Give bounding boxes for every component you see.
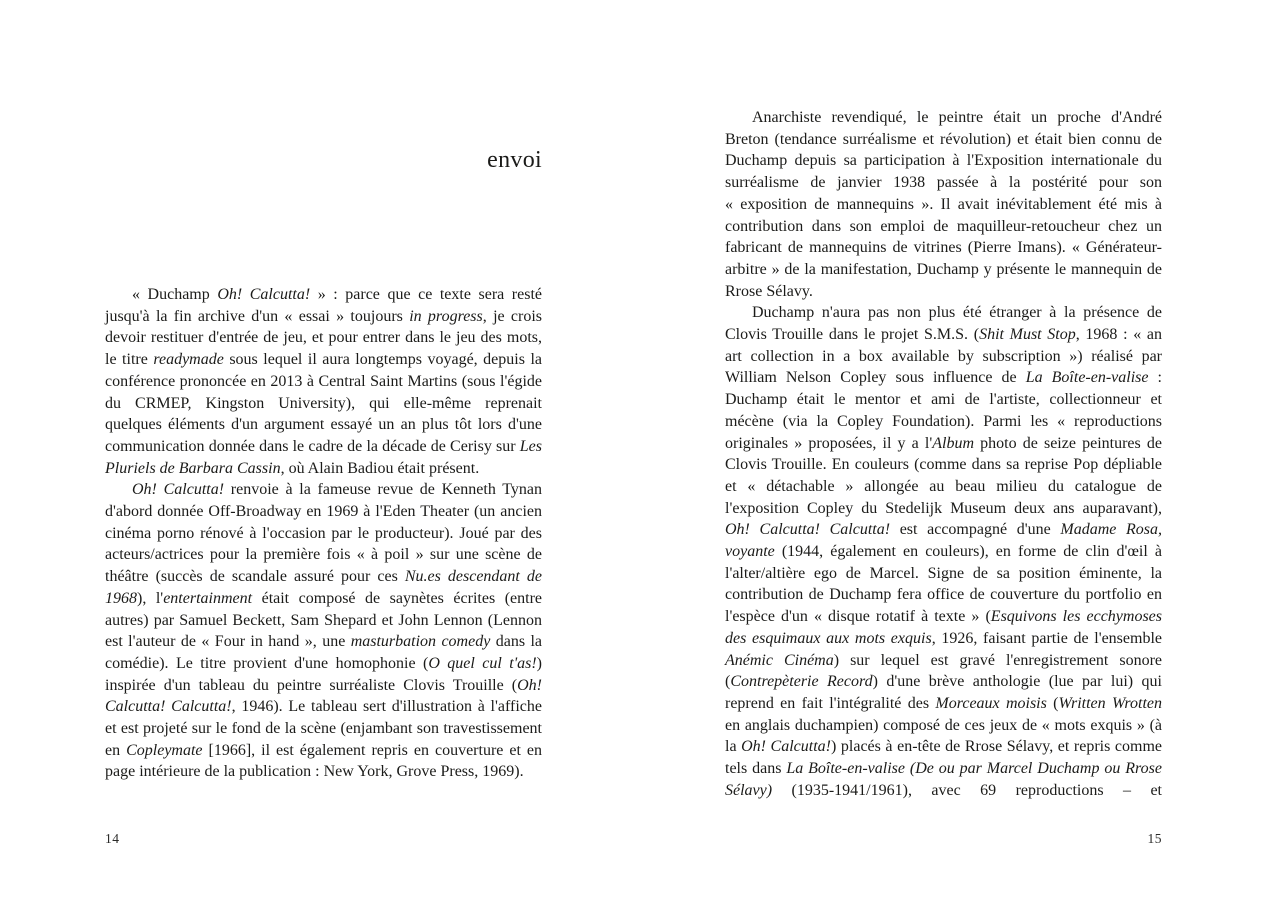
left-paragraph-1: « Duchamp Oh! Calcutta! » : parce que ce texte sera resté jusqu'à la fin archive d'un « essai » toujours in progress, je crois devoir restituer d'entrée de jeu, et pour entrer dans le jeu des mots, le titre readymade sous lequel il aura longtemps voyagé, depuis la conférence prononcée en 2013 à Central Saint Martins (sous l'égide du CRMEP, Kingston University), qui elle-même reprenait quelques éléments d'un argument essayé un an plus tôt lors d'une communication donnée dans le cadre de la décade de Cerisy sur Les Pluriels de Barbara Cassin, où Alain Badiou était présent. <box>105 286 543 477</box>
page-left <box>0 0 632 904</box>
left-text-block <box>105 284 542 783</box>
right-paragraph-1: Anarchiste revendiqué, le peintre était un proche d'André Breton (tendance surréalisme et révolution) et était bien connu de Duchamp depuis sa participation à l'Exposition internationale du surréalisme de janvier 1938 passée à la postérité pour son « exposition de mannequins ». Il avait inévitablement été mis à contribution dans son emploi de maquilleur-retoucheur chez un fabricant de mannequins de vitrines (Pierre Imans). « Générateur-arbitre » de la manifestation, Duchamp y présente le mannequin de Rrose Sélavy. <box>725 109 1162 300</box>
page-right <box>632 0 1265 904</box>
page-number-left: 14 <box>105 831 120 846</box>
right-paragraph-2: Duchamp n'aura pas non plus été étranger à la présence de Clovis Trouille dans le projet S.M.S. (Shit Must Stop, 1968 : « an art collection in a box available by subscription ») réalisé par William Nelson Copley sous influence de La Boîte-en-valise : Duchamp était le mentor et ami de l'artiste, collectionneur et mécène (via la Copley Foundation). Parmi les « reproductions originales » proposées, il y a l'Album photo de seize peintures de Clovis Trouille. En couleurs (comme dans sa reprise Pop dépliable et « détachable » allongée au beau milieu du catalogue de l'exposition Copley du Stedelijk Museum deux ans auparavant), Oh! Calcutta! Calcutta! est accompagné d'une Madame Rosa, voyante (1944, également en couleurs), en forme de clin d'œil à l'alter/altière ego de Marcel. Signe de sa position éminente, la contribution de Duchamp fera office de couverture du portfolio en l'espèce d'un « disque rotatif à texte » (Esquivons les ecchymoses des esquimaux aux mots exquis, 1926, faisant partie de l'ensemble Anémic Cinéma) sur lequel est gravé l'enregistrement sonore (Contrepèterie Record) d'une brève anthologie (lue par lui) qui reprend en fait l'intégralité des Morceaux moisis (Written Wrotten en anglais duchampien) composé de ces jeux de « mots exquis » (à la Oh! Calcutta!) placés à en-tête de Rrose Sélavy, et repris comme tels dans La Boîte-en-valise (De ou par Marcel Duchamp ou Rrose Sélavy) (1935-1941/1961), avec 69 reproductions – et <box>725 304 1163 799</box>
right-text-block <box>725 107 1162 802</box>
left-paragraph-2: Oh! Calcutta! renvoie à la fameuse revue de Kenneth Tynan d'abord donnée Off-Broadway en 1969 à l'Eden Theater (un ancien cinéma porno rénové à l'occasion par le producteur). Joué par des acteurs/actrices pour la première fois « à poil » sur une scène de théâtre (succès de scandale assuré pour ces Nu.es descendant de 1968), l'entertainment était composé de saynètes écrites (entre autres) par Samuel Beckett, Sam Shepard et John Lennon (Lennon est l'auteur de « Four in hand », une masturbation comedy dans la comédie). Le titre provient d'une homophonie (O quel cul t'as!) inspirée d'un tableau du peintre surréaliste Clovis Trouille (Oh! Calcutta! Calcutta!, 1946). Le tableau sert d'illustration à l'affiche et est projeté sur le fond de la scène (enjambant son travestissement en Copleymate [1966], il est également repris en couverture et en page intérieure de la publication : New York, Grove Press, 1969). <box>105 481 543 781</box>
page-number-right: 15 <box>1147 831 1162 846</box>
chapter-title: envoi <box>487 147 542 173</box>
